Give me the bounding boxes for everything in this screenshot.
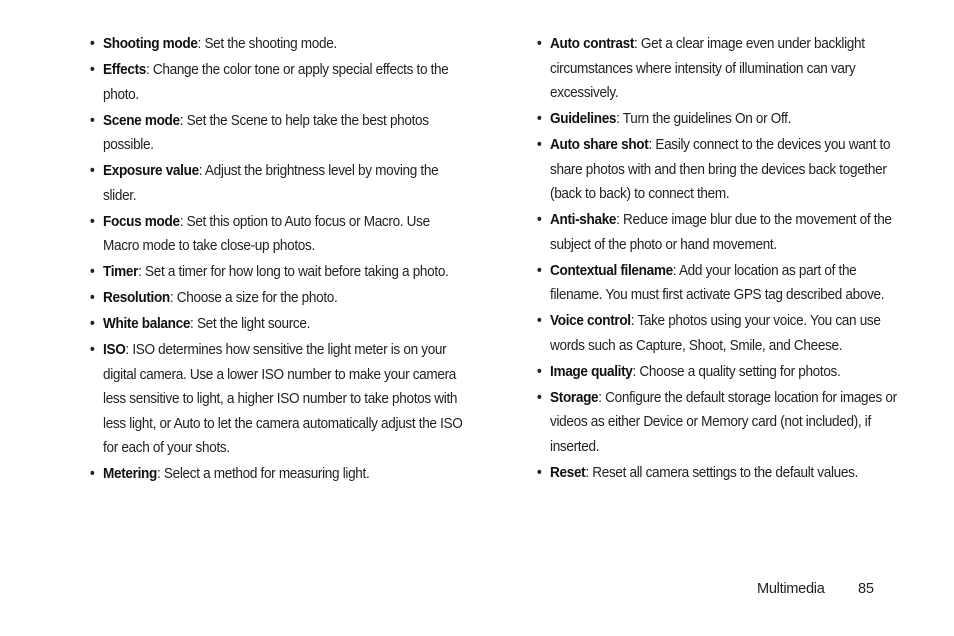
setting-description: : Choose a size for the photo. [169, 290, 338, 306]
list-item [537, 309, 910, 358]
bullet: • [90, 213, 95, 230]
setting-term: Scene mode [103, 112, 180, 129]
setting-description: : Take photos using your voice. You can use words such as Capture, Shoot, Smile, and Cheese. [550, 313, 881, 354]
bullet: • [90, 36, 95, 52]
list-item [537, 461, 910, 486]
setting-description: : Get a clear image even under backlight circumstances where intensity of illumination can vary excessively. [550, 36, 865, 101]
setting-term: Voice control [550, 313, 631, 329]
bullet: • [537, 464, 542, 481]
list-item [537, 32, 910, 106]
setting-term: Reset [550, 464, 586, 481]
setting-term: Timer [103, 264, 139, 280]
bullet: • [537, 212, 542, 228]
list-item [90, 312, 463, 337]
setting-term: Focus mode [103, 213, 180, 230]
list-item [537, 133, 910, 207]
setting-term: Image quality [550, 363, 633, 380]
page-number: 85 [858, 581, 874, 597]
list-item [90, 210, 463, 259]
setting-term: Storage [550, 389, 599, 406]
list-item [90, 109, 463, 158]
setting-description: : Reduce image blur due to the movement of the subject of the photo or hand movement. [550, 212, 892, 253]
bullet: • [90, 290, 95, 306]
setting-term: White balance [103, 316, 191, 332]
setting-term: Shooting mode [103, 36, 198, 52]
list-item [537, 208, 910, 257]
bullet: • [537, 111, 542, 127]
bullet: • [90, 466, 95, 482]
bullet: • [537, 363, 542, 380]
list-item [90, 338, 463, 461]
setting-term: Metering [103, 466, 157, 482]
setting-description: : Adjust the brightness level by moving the slider. [103, 163, 439, 204]
setting-description: : Configure the default storage location for images or videos as either Device or Memory card (not included), if inserted. [550, 389, 897, 455]
settings-list-left [90, 32, 463, 487]
list-item [537, 259, 910, 308]
bullet: • [537, 36, 542, 52]
setting-term: Contextual filename [550, 262, 673, 279]
bullet: • [537, 137, 542, 153]
setting-description: : Turn the guidelines On or Off. [616, 111, 792, 127]
setting-description: : Reset all camera settings to the default values. [585, 464, 859, 481]
bullet: • [90, 264, 95, 280]
setting-term: Guidelines [550, 111, 617, 127]
left-column [90, 32, 463, 488]
setting-term: Auto share shot [550, 137, 649, 153]
bullet: • [537, 313, 542, 329]
bullet: • [90, 163, 95, 179]
setting-description: : ISO determines how sensitive the light meter is on your digital camera. Use a lower ISO number to make your camera less sensitive to light, a higher ISO number to take photos with less light, or Auto to let the camera automatically adjust the ISO for each of your shots. [103, 342, 463, 456]
setting-description: : Change the color tone or apply special effects to the photo. [103, 62, 449, 103]
setting-term: Anti-shake [550, 212, 617, 228]
section-name: Multimedia [757, 581, 825, 597]
setting-term: ISO [103, 342, 126, 358]
page-footer [757, 578, 874, 600]
setting-description: : Easily connect to the devices you want to share photos with and then bring the devices back together (back to back) to connect them. [550, 137, 891, 202]
list-item [90, 159, 463, 208]
list-item [90, 462, 463, 487]
list-item [90, 260, 463, 285]
setting-description: : Set a timer for how long to wait before taking a photo. [138, 264, 449, 280]
list-item [537, 360, 910, 385]
right-column [537, 32, 899, 487]
list-item [90, 58, 463, 107]
setting-description: : Set the light source. [190, 316, 311, 332]
list-item [90, 32, 463, 57]
setting-term: Resolution [103, 290, 170, 306]
list-item [537, 107, 910, 132]
bullet: • [537, 262, 542, 279]
bullet: • [90, 316, 95, 332]
setting-description: : Set this option to Auto focus or Macro. Use Macro mode to take close-up photos. [103, 213, 430, 254]
setting-term: Auto contrast [550, 36, 635, 52]
setting-description: : Set the shooting mode. [197, 36, 337, 52]
bullet: • [90, 62, 95, 78]
bullet: • [90, 112, 95, 129]
bullet: • [90, 342, 95, 358]
setting-description: : Select a method for measuring light. [156, 466, 370, 482]
list-item [537, 386, 910, 460]
setting-term: Exposure value [103, 163, 199, 179]
settings-list-right [537, 32, 899, 485]
setting-term: Effects [103, 62, 147, 78]
setting-description: : Choose a quality setting for photos. [632, 363, 841, 380]
setting-description: : Set the Scene to help take the best photos possible. [103, 112, 429, 153]
setting-description: : Add your location as part of the filename. You must first activate GPS tag described above. [550, 262, 885, 303]
bullet: • [537, 389, 542, 406]
list-item [90, 286, 463, 311]
